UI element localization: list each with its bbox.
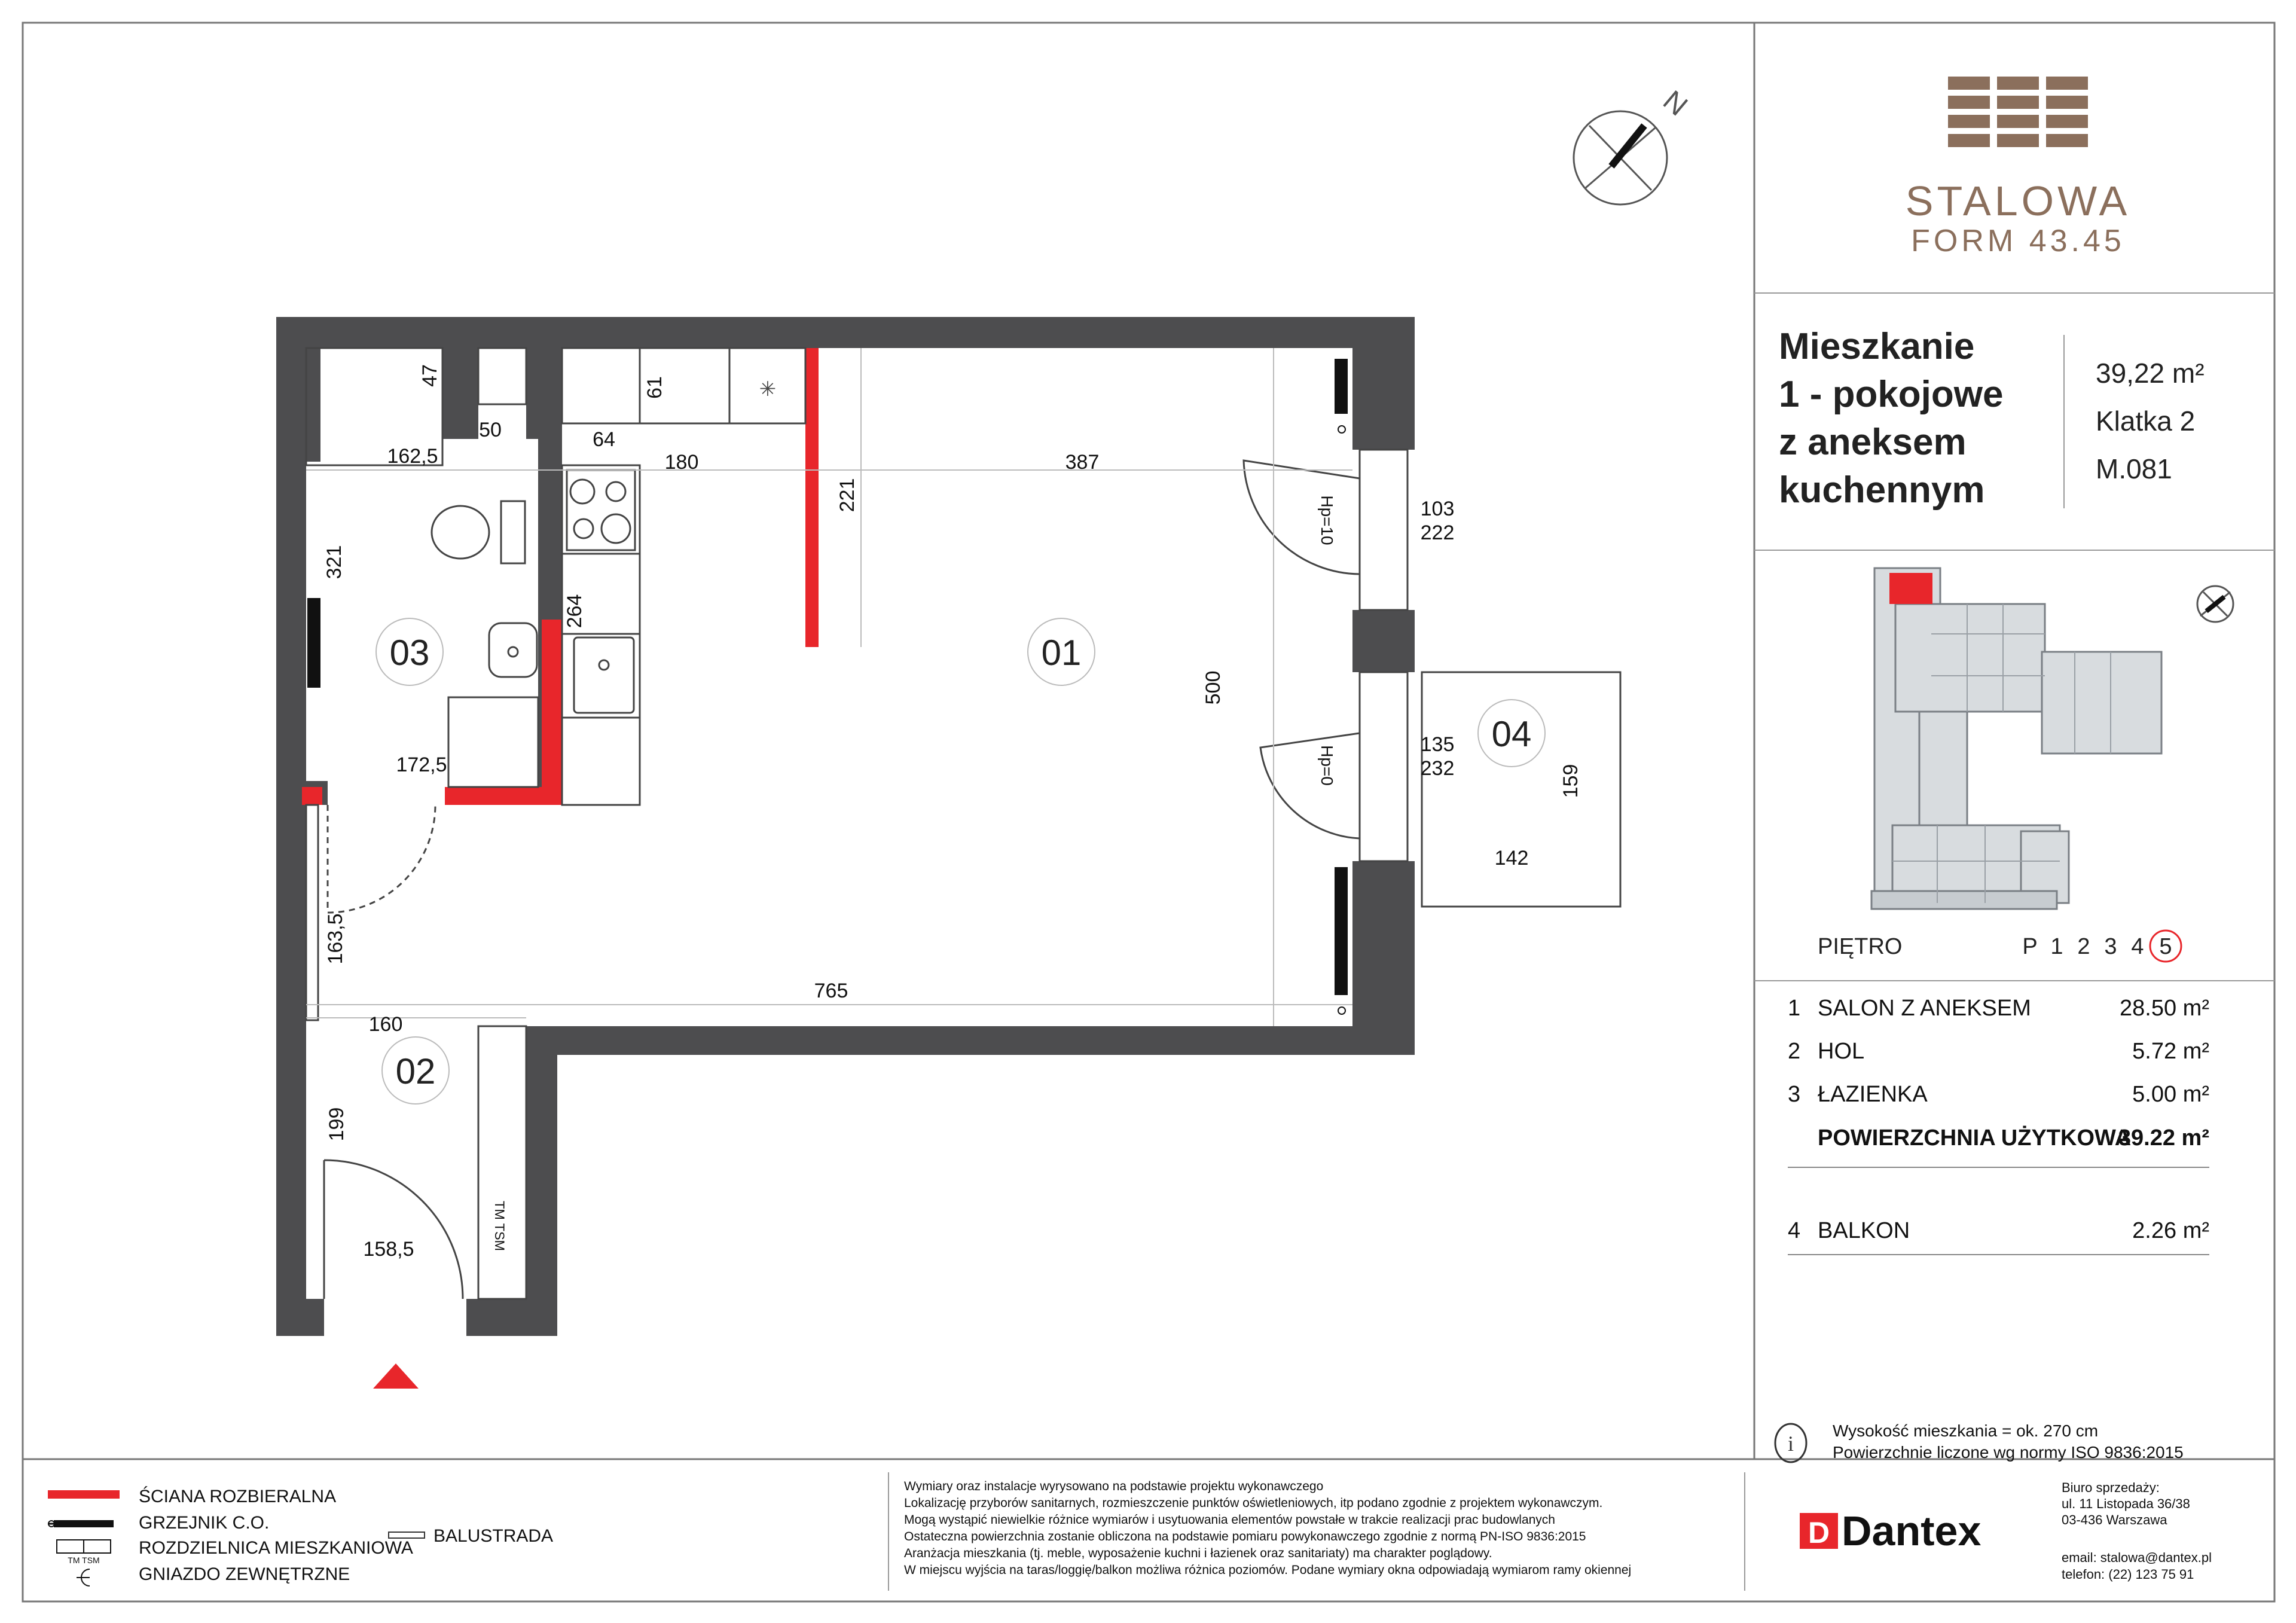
outlet-icon [77, 1569, 90, 1586]
apartment-title-line-2: 1 - pokojowe [1779, 374, 2004, 415]
fan-icon: ✳ [759, 377, 777, 401]
office-address-2: 03-436 Warszawa [2062, 1512, 2167, 1527]
dim-162-5: 162,5 [387, 445, 438, 468]
dim-158-5: 158,5 [363, 1238, 414, 1261]
dim-180: 180 [664, 451, 699, 474]
legend-railing-swatch [389, 1532, 425, 1538]
floor-option-2[interactable]: 2 [2077, 934, 2090, 959]
bathroom-sink-icon [489, 623, 537, 677]
legend-distribution-icon [57, 1540, 111, 1553]
distribution-box-label: TM TSM [492, 1201, 507, 1251]
usable-area-label: POWIERZCHNIA UŻYTKOWA [1818, 1125, 2132, 1151]
dim-387: 387 [1065, 451, 1100, 474]
dim-321: 321 [323, 545, 346, 579]
floor-option-4[interactable]: 4 [2131, 934, 2144, 959]
dim-160: 160 [368, 1013, 403, 1036]
dim-47: 47 [419, 364, 441, 387]
info-icon-glyph: i [1787, 1432, 1794, 1456]
key-plan-highlight [1889, 573, 1932, 604]
office-email[interactable]: email: stalowa@dantex.pl [2062, 1550, 2212, 1565]
dim-264: 264 [563, 594, 586, 629]
floor-option-1[interactable]: 1 [2050, 934, 2063, 959]
door-swings [324, 460, 1360, 1299]
balcony-num: 4 [1788, 1218, 1801, 1243]
kitchen-sink-icon [574, 637, 634, 713]
dim-199: 199 [325, 1107, 348, 1142]
office-phone: telefon: (22) 123 75 91 [2062, 1567, 2194, 1582]
toilet-icon [432, 501, 525, 563]
disclaimer-line-4: Ostateczna powierzchnia zostanie obliczona na podstawie pomiaru powykonawczego zgodnie z normą PN-ISO 9836:2015 [904, 1530, 1586, 1543]
legend-radiator: GRZEJNIK C.O. [139, 1513, 270, 1533]
dim-103: 103 [1420, 498, 1455, 520]
dim-64: 64 [593, 428, 615, 451]
dim-221: 221 [836, 478, 859, 512]
legend-removable-wall-swatch [48, 1490, 120, 1499]
brand-subname: FORM 43.45 [1911, 224, 2125, 258]
floor-option-5[interactable]: 5 [2159, 934, 2172, 959]
dim-142: 142 [1494, 847, 1529, 870]
floor-option-3[interactable]: 3 [2104, 934, 2117, 959]
door-threshold-hp10: Hp=10 [1318, 495, 1336, 545]
legend-distribution: ROZDZIELNICA MIESZKANIOWA [139, 1538, 413, 1558]
dim-61: 61 [643, 376, 666, 399]
dim-765: 765 [814, 980, 848, 1002]
cooktop-icon [567, 470, 635, 550]
brand-name: STALOWA [1905, 178, 2131, 224]
room-label-02: 02 [395, 1051, 436, 1091]
balcony-area: 2.26 m² [2132, 1218, 2209, 1243]
door-threshold-hp0: Hp=0 [1318, 745, 1336, 786]
disclaimer-line-5: Aranżacja mieszkania (tj. meble, wyposażenie kuchni i łazienek oraz sanitariaty) ma charakter poglądowy. [904, 1546, 1492, 1560]
room-3-num: 3 [1788, 1082, 1801, 1107]
disclaimer-line-2: Lokalizację przyborów sanitarnych, rozmieszczenie punktów oświetleniowych, itp podano zgodnie z projektem wykonawczym. [904, 1496, 1603, 1510]
dantex-logo-mark-glyph: D [1808, 1516, 1830, 1549]
apartment-unit: M.081 [2096, 453, 2172, 484]
room-1-num: 1 [1788, 996, 1801, 1021]
dim-172-5: 172,5 [396, 753, 447, 776]
room-label-04: 04 [1491, 714, 1532, 754]
apartment-area: 39,22 m² [2096, 358, 2205, 389]
dim-163-5: 163,5 [324, 913, 347, 965]
usable-area-value: 39.22 m² [2118, 1125, 2209, 1151]
north-arrow-icon [1574, 111, 1667, 205]
room-2-area: 5.72 m² [2132, 1039, 2209, 1064]
apartment-title-line-4: kuchennym [1779, 469, 1985, 511]
legend-removable-wall: ŚCIANA ROZBIERALNA [139, 1487, 337, 1506]
disclaimer-line-1: Wymiary oraz instalacje wyrysowano na podstawie projektu wykonawczego [904, 1479, 1324, 1493]
apartment-title-line-3: z aneksem [1779, 422, 1967, 463]
legend-radiator-icon [48, 1520, 114, 1527]
dantex-logo: Dantex [1842, 1508, 1981, 1554]
dim-159: 159 [1559, 764, 1582, 798]
room-label-01: 01 [1041, 633, 1082, 673]
radiator-icon [307, 359, 1348, 1014]
apartment-stairwell: Klatka 2 [2096, 405, 2196, 437]
note-height: Wysokość mieszkania = ok. 270 cm [1833, 1421, 2099, 1440]
floor-label: PIĘTRO [1818, 934, 1903, 959]
room-2-name: HOL [1818, 1039, 1865, 1064]
interior-partitions [306, 348, 1620, 1299]
dim-135: 135 [1420, 733, 1455, 756]
dim-232: 232 [1420, 757, 1455, 780]
key-plan [1871, 568, 2161, 909]
balcony-name: BALKON [1818, 1218, 1910, 1243]
dim-222: 222 [1420, 521, 1455, 544]
legend-outlet: GNIAZDO ZEWNĘTRZNE [139, 1564, 350, 1584]
room-2-num: 2 [1788, 1039, 1801, 1064]
room-3-name: ŁAZIENKA [1818, 1082, 1928, 1107]
brand-logo [1948, 77, 2088, 147]
key-plan-compass-icon [2197, 586, 2233, 622]
legend-railing: BALUSTRADA [433, 1526, 554, 1546]
north-label: N [1657, 84, 1693, 123]
room-label-03: 03 [389, 633, 430, 673]
office-address-1: ul. 11 Listopada 36/38 [2062, 1496, 2190, 1511]
room-1-name: SALON Z ANEKSEM [1818, 996, 2031, 1021]
note-norm: Powierzchnie liczone wg normy ISO 9836:2015 [1833, 1443, 2184, 1462]
disclaimer-line-3: Mogą wystąpić niewielkie różnice wymiarów i usytuowania elementów powstałe w trakcie realizacji prac budowlanych [904, 1513, 1555, 1527]
apartment-title-line-1: Mieszkanie [1779, 326, 1975, 367]
dim-500: 500 [1202, 670, 1225, 705]
room-3-area: 5.00 m² [2132, 1082, 2209, 1107]
room-1-area: 28.50 m² [2120, 996, 2209, 1021]
disclaimer-line-6: W miejscu wyjścia na taras/loggię/balkon możliwa różnica poziomów. Podane wymiary okna odpowiadają wymiarom ramy okiennej [904, 1563, 1632, 1577]
dimension-lines [306, 348, 1352, 1026]
office-title: Biuro sprzedaży: [2062, 1480, 2160, 1495]
entrance-marker-icon [373, 1363, 419, 1389]
dim-50: 50 [479, 419, 502, 441]
floor-option-p[interactable]: P [2022, 934, 2038, 959]
legend-distribution-abbr: TM TSM [68, 1555, 100, 1565]
